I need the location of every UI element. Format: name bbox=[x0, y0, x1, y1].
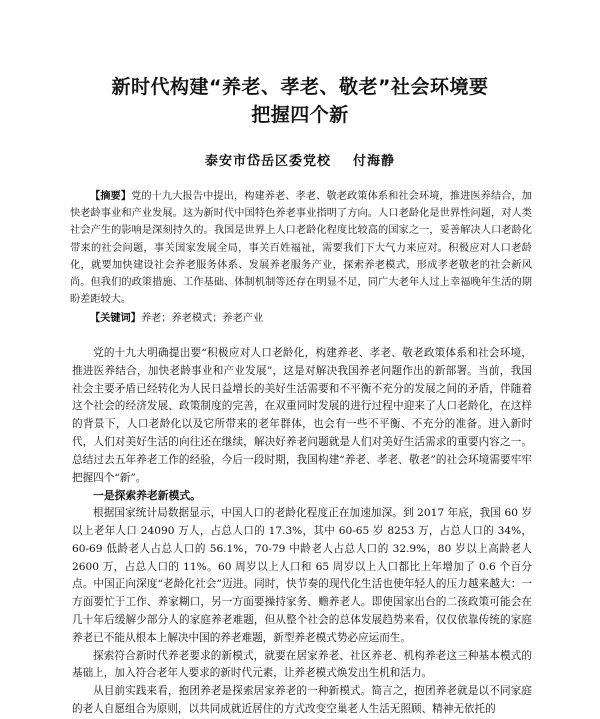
abstract-text: 党的十九大报告中提出，构建养老、孝老、敬老政策体系和社会环境，推进医养结合，加快老龄事业和产业发展。这为新时代中国特色养老事业指明了方向。人口老龄化是世界性问题，对人类社会产生的影响是深刻持久的。我国是世界上人口老龄化程度比较高的国家之一，妥善解决人口老龄化带来的社会问题，事关国家发展全局，事关百姓福祉，需要我们下大气力来应对。积极应对人口老龄化，就要加快建设社会养老服务体系、发展养老服务产业，探索养老模式，形成孝老敬老的社会新风尚。但我们的政策措施、工作基础、体制机制等还存在明显不足，同广大老年人过上幸福晚年生活的期盼差距较大。 bbox=[70, 191, 532, 306]
body-paragraph-1: 党的十九大明确提出要“积极应对人口老龄化，构建养老、孝老、敬老政策体系和社会环境，推进医养结合，加快老龄事业和产业发展”，这是对解决我国养老问题作出的新部署。当前，我国社会主要矛盾已经转化为人民日益增长的美好生活需要和不平衡不充分的发展之间的矛盾，伴随着这个社会的经济发展、政策制度的完善，在双重同时发展的进行过程中迎来了人口老龄化，在这样的背景下，人口老龄化以及它所带来的老年群体，也会有一些不平衡、不充分的准备。进入新时代，人们对美好生活的向往还在继续，解决好养老问题就是人们对美好生活需求的重要内容之一。总结过去五年养老工作的经验，今后一段时期，我国构建“养老、孝老、敬老”的社会环境需要牢牢把握四个“新”。 bbox=[72, 347, 532, 484]
author-affiliation: 泰安市岱岳区委党校 bbox=[204, 154, 331, 169]
abstract-paragraph bbox=[70, 188, 532, 308]
body-paragraph-4: 从目前实践来看，抱团养老是探索居家养老的一种新模式。简言之，抱团养老就是以不同家庭的老人自愿组合为原则，以共同成就近居住的方式改变空巢老人生活无照顾、精神无依托的 bbox=[72, 685, 532, 715]
body-text bbox=[72, 345, 532, 719]
title-line-2: 把握四个新 bbox=[251, 104, 349, 126]
abstract-label: 【摘要】 bbox=[90, 190, 132, 202]
keywords-paragraph bbox=[70, 310, 532, 327]
author-line bbox=[0, 150, 600, 169]
section-heading-1: 一是探索养老新模式。 bbox=[93, 489, 201, 503]
author-name: 付海静 bbox=[353, 154, 396, 169]
body-paragraph-2: 根据国家统计局数据显示，中国人口的老龄化程度正在加速加深。到 2017 年底，我国 60 岁以上老年人口 24090 万人，占总人口的 17.3%，其中 60-65 岁 8253 万，占总人口的 34%，60-69 低龄老人占总人口的 56.1%，70-79 中龄老人占总人口的 32.9%，80 岁以上高龄老人 2600 万，占总人口的 11%。60 周岁以上人口和 65 周岁以上人口都比上年增加了 0.6 个百分点。中国正向深度“老龄化社会”迈进。同时，快节奏的现代化生活也使年轻人的压力越来越大：一方面要忙于工作、养家糊口，另一方面要操持家务、赡养老人。即使国家出台的二孩政策可能会在几十年后缓解少部分人的家庭养老难题，但从整个社会的总体发展趋势来看，仅仅依靠传统的家庭养老已不能从根本上解决中国的养老难题，新型养老模式势必应运而生。 bbox=[72, 507, 532, 644]
keywords-text: 养老；养老模式；养老产业 bbox=[140, 313, 264, 325]
abstract-block bbox=[70, 188, 532, 328]
title-line-1: 新时代构建“养老、孝老、敬老”社会环境要 bbox=[111, 76, 489, 98]
body-paragraph-3: 探索符合新时代养老要求的新模式，就要在居家养老、社区养老、机构养老这三种基本模式的基础上，加入符合老年人要求的新时代元素，让养老模式焕发出生机和活力。 bbox=[72, 649, 532, 680]
keywords-label: 【关键词】 bbox=[90, 312, 141, 325]
